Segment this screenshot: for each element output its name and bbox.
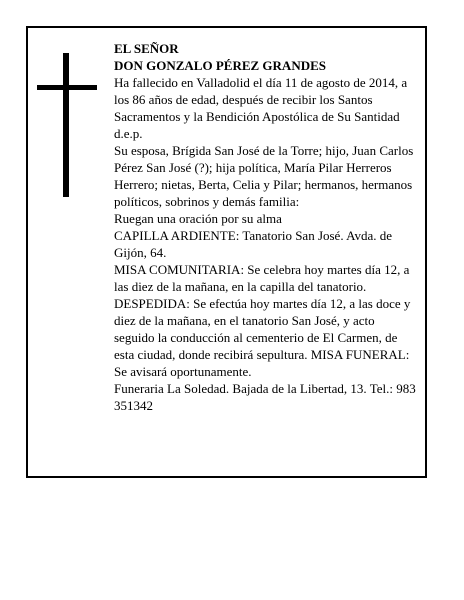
cross-vertical-bar <box>63 53 69 197</box>
cross-icon <box>37 53 97 197</box>
chapel-info: CAPILLA ARDIENTE: Tanatorio San José. Avda. de Gijón, 64. <box>114 228 393 260</box>
community-mass-info: MISA COMUNITARIA: Se celebra hoy martes día 12, a las diez de la mañana, en la capilla del tanatorio. <box>114 262 410 294</box>
notice-title: EL SEÑOR <box>114 41 179 56</box>
funeral-home-info: Funeraria La Soledad. Bajada de la Libertad, 13. Tel.: 983 351342 <box>114 381 416 413</box>
cross-horizontal-bar <box>37 85 97 90</box>
obituary-text <box>114 40 418 414</box>
family-list: Su esposa, Brígida San José de la Torre; hijo, Juan Carlos Pérez San José (?); hija política, María Pilar Herreros Herrero; nietas, Berta, Celia y Pilar; hermanos, hermanos políticos, sobrinos y demás familia: <box>114 143 414 209</box>
death-announcement: Ha fallecido en Valladolid el día 11 de agosto de 2014, a los 86 años de edad, después de recibir los Santos Sacramentos y la Bendición Apostólica de Su Santidad d.e.p. <box>114 75 408 141</box>
farewell-info: DESPEDIDA: Se efectúa hoy martes día 12, a las doce y diez de la mañana, en el tanatorio San José, y acto seguido la conducción al cementerio de El Carmen, de esta ciudad, donde recibirá sepultura. MISA FUNERAL: Se avisará oportunamente. <box>114 296 411 379</box>
prayer-request: Ruegan una oración por su alma <box>114 211 282 226</box>
deceased-name: DON GONZALO PÉREZ GRANDES <box>114 58 326 73</box>
